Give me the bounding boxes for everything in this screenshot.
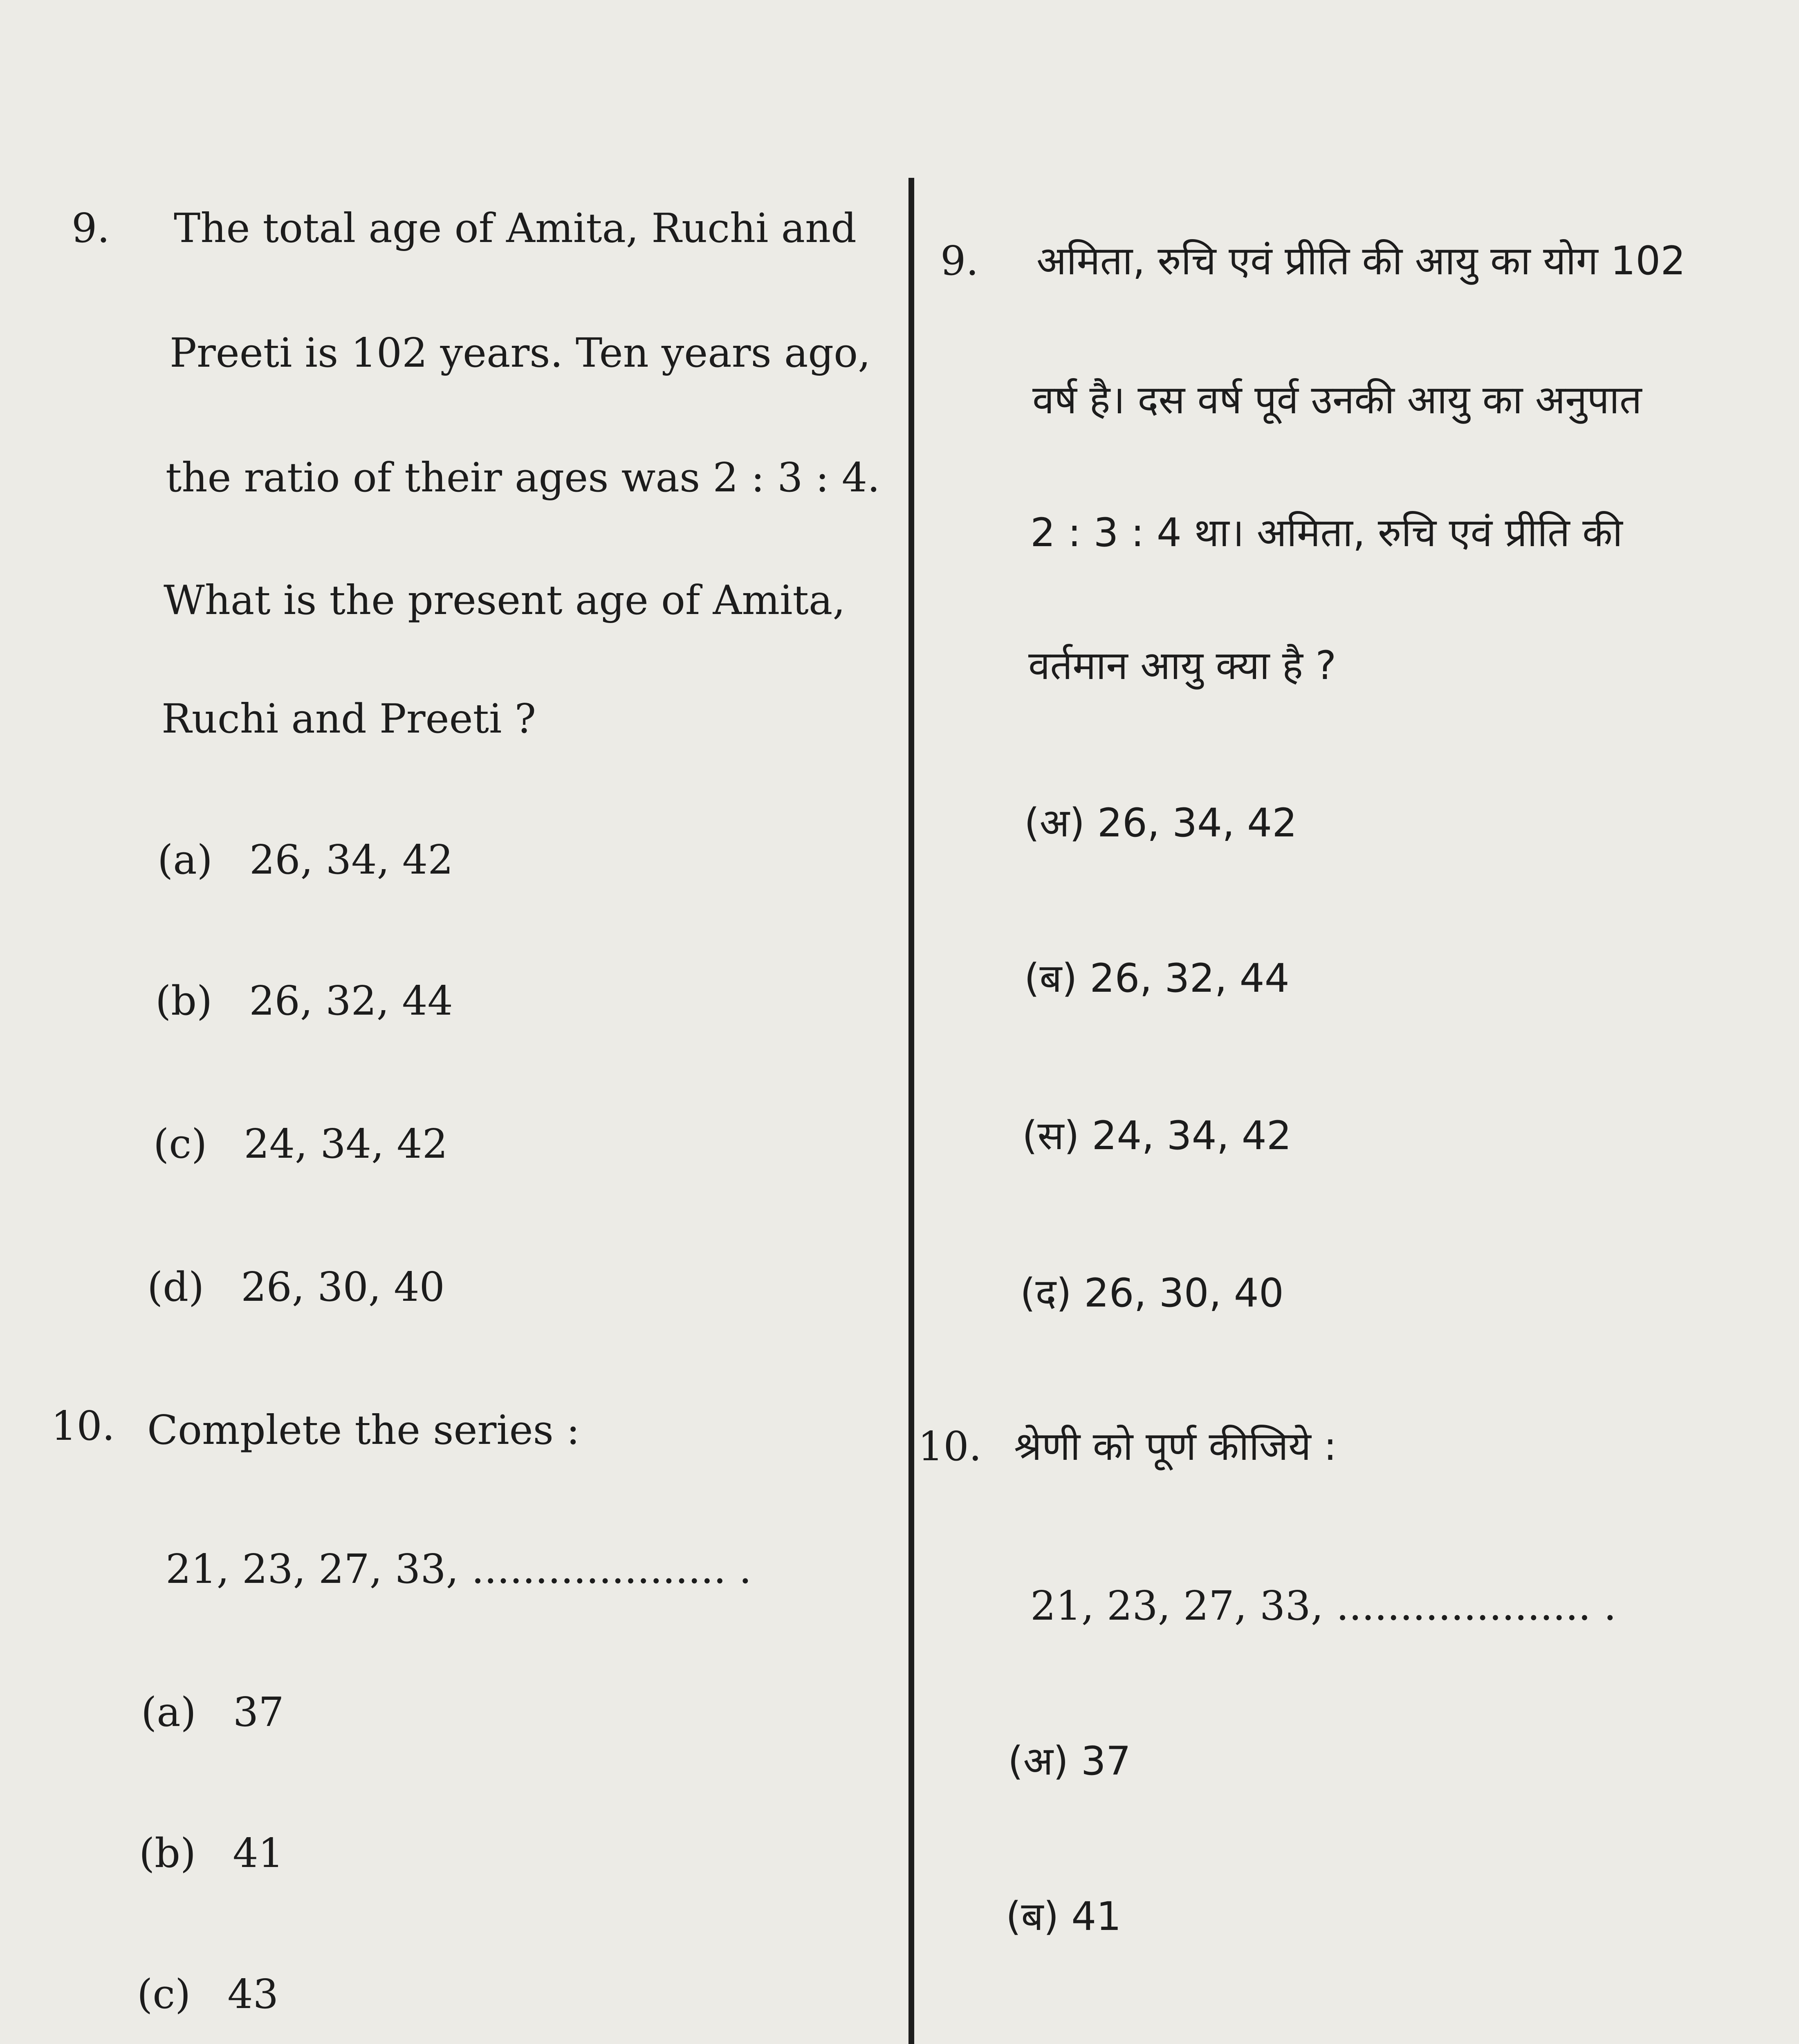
q9-line-1: The total age of Amita, Ruchi and (174, 205, 857, 252)
option-text: 41 (233, 1830, 284, 1877)
column-divider (908, 178, 914, 2044)
q9-hi-option-c: (स) 24, 34, 42 (1022, 1113, 1292, 1159)
option-label: (a) (157, 837, 213, 883)
option-label: (c) (137, 1971, 191, 2018)
option-text: 43 (227, 1971, 279, 2018)
q9-hi-line-3: 2 : 3 : 4 था। अमिता, रुचि एवं प्रीति की (1030, 510, 1623, 556)
q9-option-a (157, 837, 453, 883)
q9-line-5: Ruchi and Preeti ? (162, 696, 536, 742)
q9-hi-line-4: वर्तमान आयु क्या है ? (1028, 643, 1337, 688)
q9-hi-option-d: (द) 26, 30, 40 (1020, 1270, 1284, 1316)
q9-hi-option-b: (ब) 26, 32, 44 (1024, 955, 1290, 1001)
q9-option-d (147, 1264, 445, 1311)
option-text: 26, 32, 44 (249, 978, 453, 1024)
option-label: (a) (141, 1689, 196, 1736)
q9-line-4: What is the present age of Amita, (164, 577, 846, 624)
option-text: 37 (233, 1689, 284, 1736)
q9-option-b (155, 978, 453, 1024)
q9-line-2: Preeti is 102 years. Ten years ago, (170, 330, 871, 377)
q10-option-a (141, 1689, 284, 1736)
option-text: 24, 34, 42 (244, 1121, 448, 1168)
q9-number-hi: 9. (940, 238, 979, 285)
q10-hi-option-b: (ब) 41 (1006, 1894, 1122, 1939)
q10-number-hi: 10. (918, 1423, 982, 1470)
q10-number: 10. (51, 1403, 115, 1450)
option-label: (b) (155, 978, 213, 1024)
option-label: (b) (139, 1830, 196, 1877)
q10-line-1: Complete the series : (147, 1407, 580, 1454)
q9-option-c (153, 1121, 448, 1168)
option-label: (c) (153, 1121, 207, 1168)
q10-option-b (139, 1830, 284, 1877)
q9-hi-line-2: वर्ष है। दस वर्ष पूर्व उनकी आयु का अनुपात (1032, 377, 1642, 423)
q10-hi-line-1: श्रेणी को पूर्ण कीजिये : (1014, 1423, 1337, 1469)
q9-hi-line-1: अमिता, रुचि एवं प्रीति की आयु का योग 102 (1036, 238, 1686, 284)
option-text: 26, 30, 40 (241, 1264, 445, 1311)
q10-series: 21, 23, 27, 33, .................... . (166, 1546, 752, 1593)
q9-line-3: the ratio of their ages was 2 : 3 : 4. (166, 455, 880, 501)
q9-number: 9. (72, 205, 110, 252)
q9-hi-option-a: (अ) 26, 34, 42 (1024, 800, 1297, 846)
q10-hi-option-a: (अ) 37 (1008, 1738, 1131, 1784)
q10-hi-series: 21, 23, 27, 33, .................... . (1030, 1583, 1617, 1629)
q10-option-c (137, 1971, 279, 2018)
option-label: (d) (147, 1264, 204, 1311)
option-text: 26, 34, 42 (249, 837, 453, 883)
